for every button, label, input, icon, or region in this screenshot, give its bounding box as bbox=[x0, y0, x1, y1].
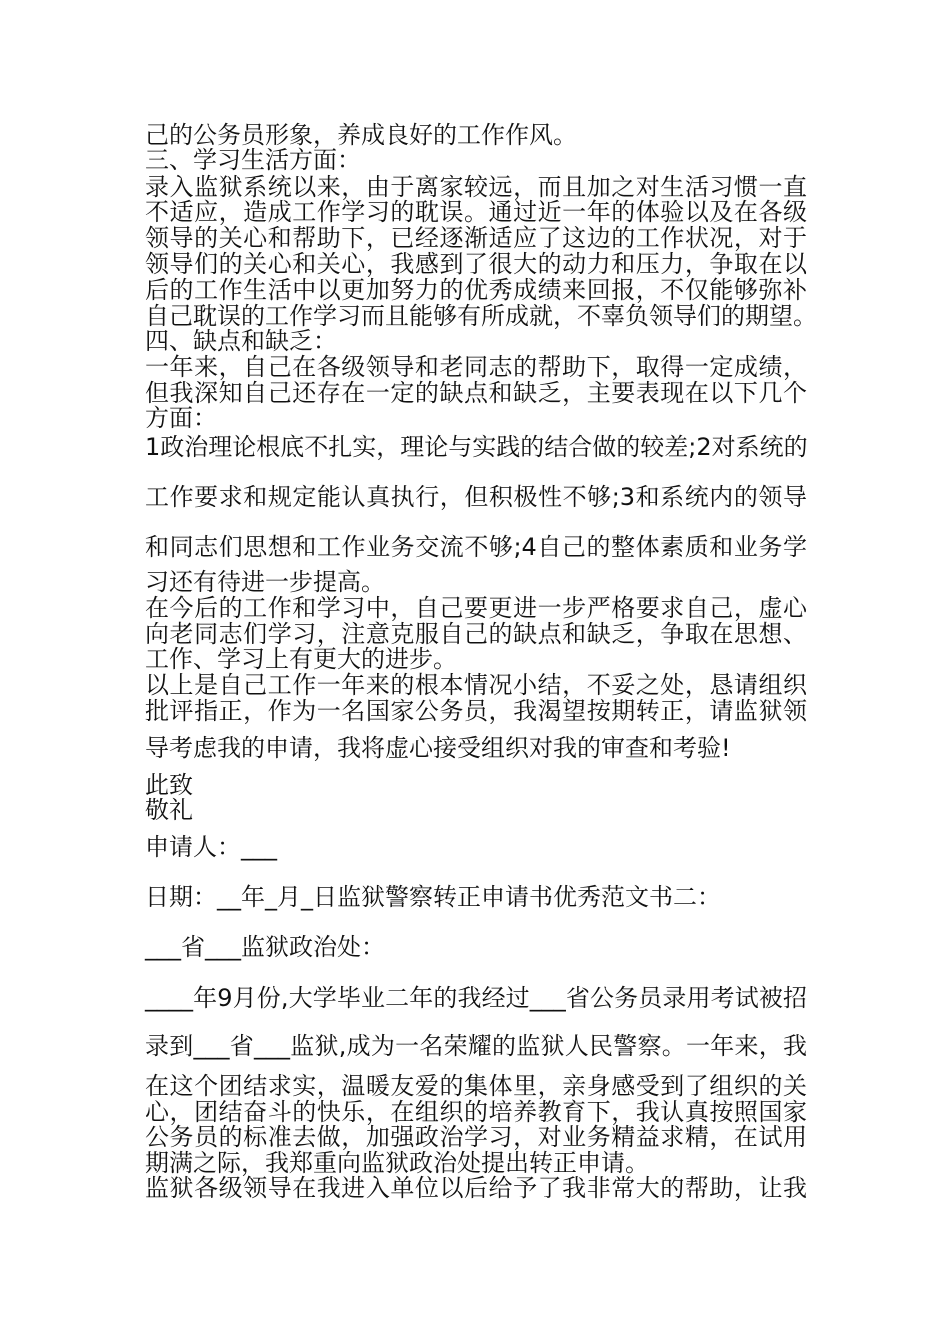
text-line: 录到___省___监狱,成为一名荣耀的监狱人民警察。一年来，我 bbox=[145, 1032, 807, 1060]
text-line: 四、缺点和缺乏： bbox=[145, 327, 337, 355]
text-line: 申请人：___ bbox=[145, 833, 277, 861]
text-line: 在这个团结求实，温暖友爱的集体里，亲身感受到了组织的关 bbox=[145, 1072, 807, 1100]
text-line: 录入监狱系统以来，由于离家较远，而且加之对生活习惯一直 bbox=[145, 173, 807, 201]
text-line: 领导的关心和帮助下，已经逐渐适应了这边的工作状况，对于 bbox=[145, 224, 807, 252]
text-line: 批评指正，作为一名国家公务员，我渴望按期转正，请监狱领 bbox=[145, 697, 807, 725]
text-line: 一年来，自己在各级领导和老同志的帮助下，取得一定成绩， bbox=[145, 353, 807, 381]
text-line: 此致 bbox=[145, 771, 193, 799]
text-line: 和同志们思想和工作业务交流不够;4自己的整体素质和业务学 bbox=[145, 533, 807, 561]
text-line: 方面： bbox=[145, 404, 217, 432]
text-line: 领导们的关心和关心，我感到了很大的动力和压力，争取在以 bbox=[145, 250, 807, 278]
text-line: 向老同志们学习，注意克服自己的缺点和缺乏，争取在思想、 bbox=[145, 620, 807, 648]
text-line: 导考虑我的申请，我将虚心接受组织对我的审查和考验! bbox=[145, 734, 731, 762]
text-line: 不适应，造成工作学习的耽误。通过近一年的体验以及在各级 bbox=[145, 198, 807, 226]
text-line: 在今后的工作和学习中，自己要更进一步严格要求自己，虚心 bbox=[145, 594, 807, 622]
text-line: 三、学习生活方面： bbox=[145, 146, 361, 174]
text-line: 习还有待进一步提高。 bbox=[145, 568, 385, 596]
text-line: 1政治理论根底不扎实，理论与实践的结合做的较差;2对系统的 bbox=[145, 433, 808, 461]
text-line: ___省___监狱政治处： bbox=[145, 933, 385, 961]
text-line: 但我深知自己还存在一定的缺点和缺乏，主要表现在以下几个 bbox=[145, 379, 807, 407]
text-line: 心，团结奋斗的快乐，在组织的培养教育下，我认真按照国家 bbox=[145, 1098, 807, 1126]
text-line: 期满之际，我郑重向监狱政治处提出转正申请。 bbox=[145, 1149, 649, 1177]
text-line: 己的公务员形象，养成良好的工作作风。 bbox=[145, 121, 577, 149]
text-line: 日期：__年_月_日监狱警察转正申请书优秀范文书二： bbox=[145, 883, 721, 911]
text-line: 敬礼 bbox=[145, 796, 193, 824]
text-line: 以上是自己工作一年来的根本情况小结，不妥之处，恳请组织 bbox=[145, 671, 807, 699]
text-line: 公务员的标准去做，加强政治学习，对业务精益求精，在试用 bbox=[145, 1123, 807, 1151]
text-line: 自己耽误的工作学习而且能够有所成就，不辜负领导们的期望。 bbox=[145, 302, 817, 330]
text-line: 工作、学习上有更大的进步。 bbox=[145, 645, 457, 673]
text-line: ____年9月份,大学毕业二年的我经过___省公务员录用考试被招 bbox=[145, 984, 807, 1012]
text-line: 监狱各级领导在我进入单位以后给予了我非常大的帮助，让我 bbox=[145, 1174, 807, 1202]
text-line: 工作要求和规定能认真执行，但积极性不够;3和系统内的领导 bbox=[145, 483, 807, 511]
text-line: 后的工作生活中以更加努力的优秀成绩来回报，不仅能够弥补 bbox=[145, 276, 807, 304]
